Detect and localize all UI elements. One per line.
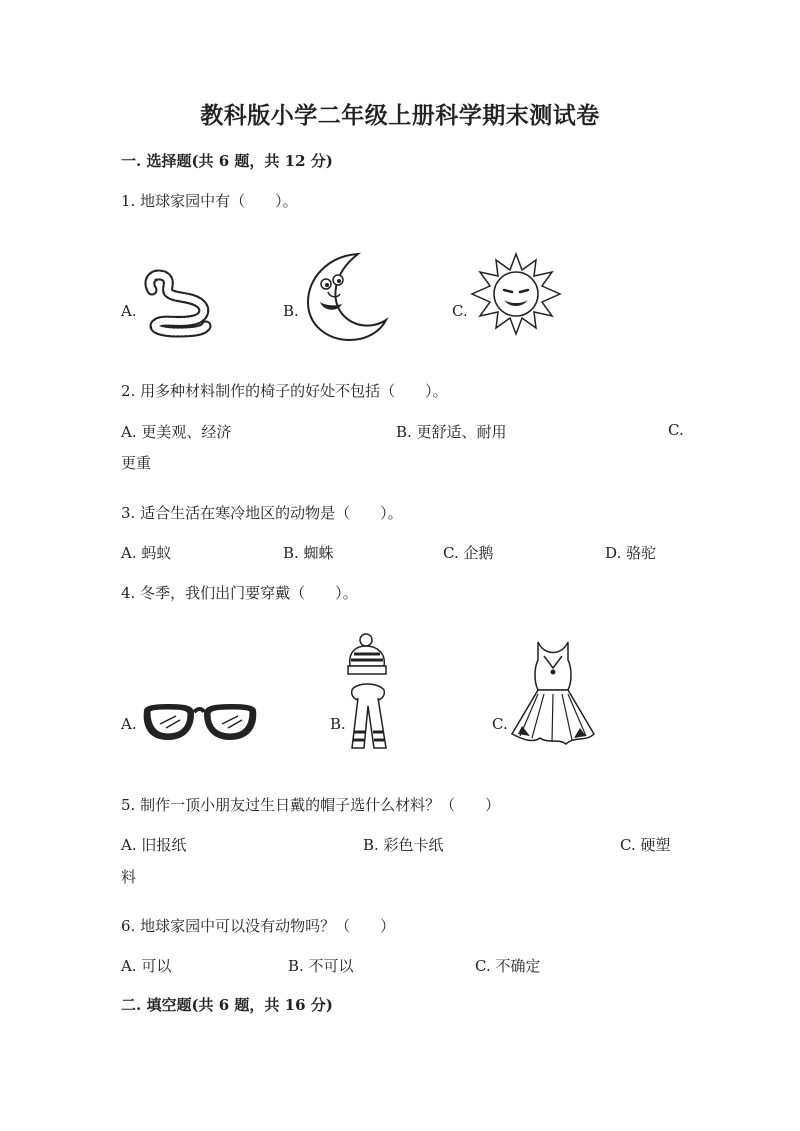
q6-option-a[interactable]: A. 可以	[121, 957, 172, 975]
question-6: 6. 地球家园中可以没有动物吗？（ ）	[121, 917, 396, 935]
q5-option-b[interactable]: B. 彩色卡纸	[363, 836, 444, 854]
q5-option-c[interactable]: C. 硬塑	[620, 836, 671, 854]
question-1: 1. 地球家园中有（ ）。	[121, 192, 298, 210]
q2-option-c[interactable]: C.	[668, 421, 684, 439]
q2-option-c-wrap: 更重	[121, 454, 152, 472]
q1-option-b[interactable]: B.	[283, 302, 299, 320]
q3-option-d[interactable]: D. 骆驼	[605, 544, 657, 562]
q4-option-b[interactable]: B.	[330, 715, 346, 733]
section-heading-choice: 一. 选择题(共 6 题，共 12 分)	[121, 152, 333, 170]
q5-option-c-wrap: 料	[121, 868, 137, 886]
question-5: 5. 制作一顶小朋友过生日戴的帽子选什么材料？（ ）	[121, 796, 501, 814]
q3-option-a[interactable]: A. 蚂蚁	[121, 544, 172, 562]
hat-scarf-image	[344, 632, 392, 754]
question-2: 2. 用多种材料制作的椅子的好处不包括（ ）。	[121, 382, 448, 400]
sun-image	[470, 252, 562, 336]
worm-image	[138, 268, 214, 338]
q2-option-b[interactable]: B. 更舒适、耐用	[396, 423, 507, 441]
question-3: 3. 适合生活在寒冷地区的动物是（ ）。	[121, 504, 403, 522]
q1-option-a[interactable]: A.	[121, 302, 137, 320]
dress-image	[508, 638, 598, 750]
q1-option-c[interactable]: C.	[452, 302, 468, 320]
q4-option-a[interactable]: A.	[121, 715, 137, 733]
question-4: 4. 冬季，我们出门要穿戴（ ）。	[121, 584, 358, 602]
moon-image	[298, 250, 390, 344]
q6-option-c[interactable]: C. 不确定	[475, 957, 541, 975]
section-heading-fill-blank: 二. 填空题(共 6 题，共 16 分)	[121, 996, 333, 1014]
sunglasses-image	[138, 696, 262, 746]
q2-option-a[interactable]: A. 更美观、经济	[121, 423, 232, 441]
q3-option-b[interactable]: B. 蜘蛛	[283, 544, 334, 562]
page-title: 教科版小学二年级上册科学期末测试卷	[200, 102, 600, 129]
q3-option-c[interactable]: C. 企鹅	[443, 544, 494, 562]
q4-option-c[interactable]: C.	[492, 715, 508, 733]
q6-option-b[interactable]: B. 不可以	[288, 957, 354, 975]
q5-option-a[interactable]: A. 旧报纸	[121, 836, 187, 854]
